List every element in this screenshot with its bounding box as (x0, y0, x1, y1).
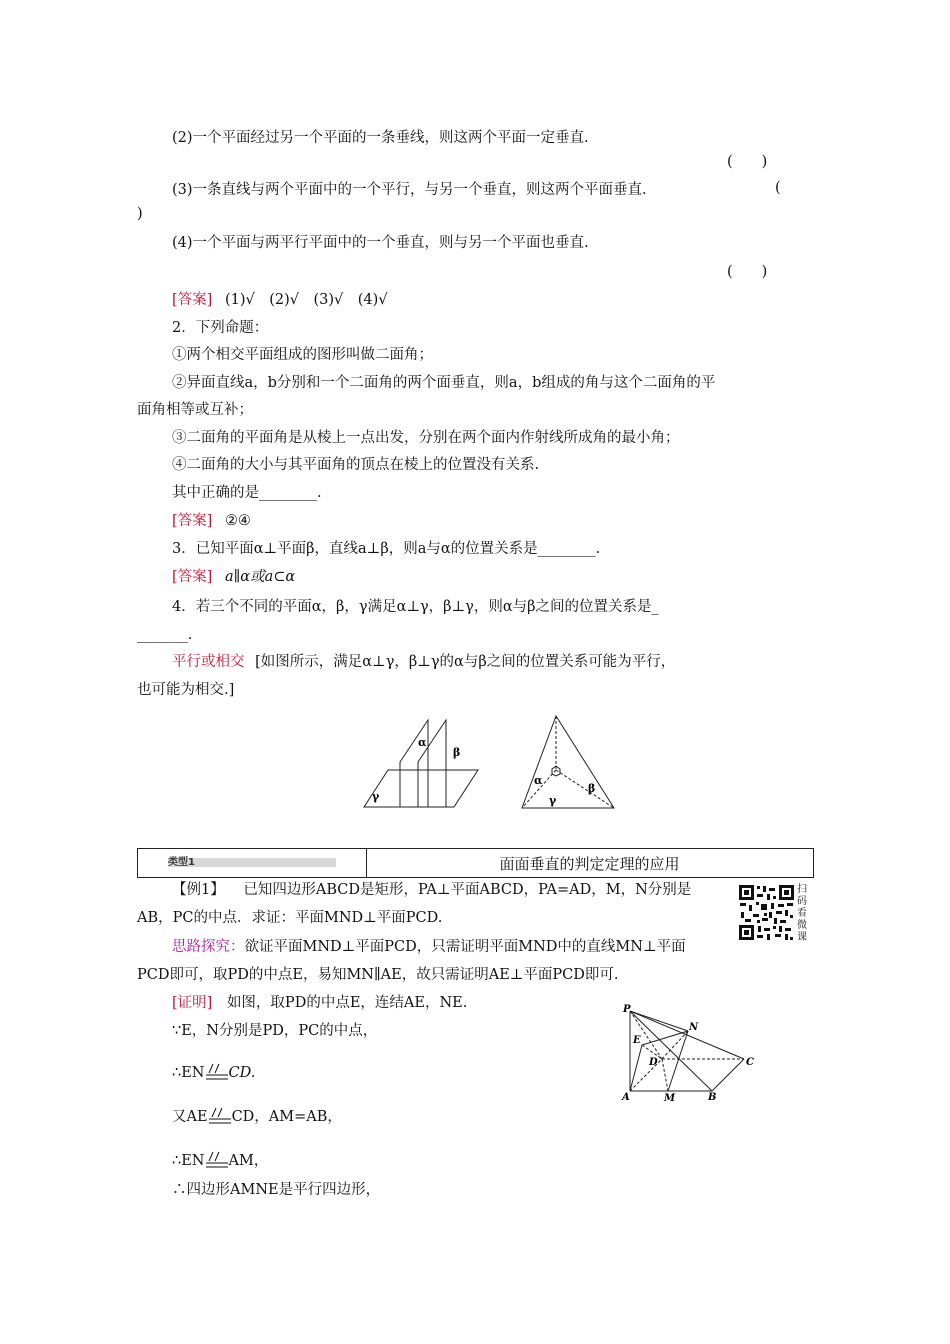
label-E: E (633, 1035, 641, 1046)
idea-text-2: PCD即可，取PD的中点E，易知MN∥AE，故只需证明AE⊥平面PCD即可. (137, 967, 619, 983)
proof-3a: ∴EN (172, 1065, 205, 1081)
example-text-2: AB，PC的中点．求证：平面MND⊥平面PCD. (137, 910, 443, 926)
proof-line-1 (172, 993, 467, 1013)
fig2-alpha: α (534, 774, 543, 787)
proof-3b: CD. (228, 1065, 256, 1081)
proof-4b: CD，AM=AB， (231, 1109, 342, 1125)
proof-tag: [证明] (172, 995, 213, 1011)
q2-answer: ②④ (224, 513, 251, 529)
proof-text-6: ∴四边形AMNE是平行四边形， (172, 1182, 381, 1198)
q1-item-3: (3)一条直线与两个平面中的一个平行，与另一个垂直，则这两个平面垂直. (172, 182, 647, 198)
q1-item-2-paren: ( ) (727, 154, 768, 170)
q2-ask: 其中正确的是________. (172, 485, 322, 501)
example-line-1 (172, 880, 691, 900)
answer-tag: [答案] (172, 569, 213, 585)
example-head: 【例1】 (172, 882, 225, 898)
proof-text-2: ∵E，N分别是PD，PC的中点， (172, 1023, 378, 1039)
section-banner (137, 848, 814, 878)
answer-tag: [答案] (172, 513, 213, 529)
q1-item-3-paren-open: ( (775, 180, 781, 196)
label-M: M (664, 1093, 676, 1103)
fig2-beta: β (588, 782, 596, 795)
q2-proposition-4: ④二面角的大小与其平面角的顶点在棱上的位置没有关系. (172, 457, 540, 473)
figure-intersecting-planes (518, 712, 618, 812)
q1-item-2: (2)一个平面经过另一个平面的一条垂线，则这两个平面一定垂直. (172, 130, 589, 146)
fig2-gamma: γ (549, 794, 557, 807)
proof-5a: ∴EN (172, 1153, 205, 1169)
qr-code[interactable] (738, 884, 795, 941)
label-A: A (622, 1092, 630, 1103)
q1-item-4-paren: ( ) (727, 264, 768, 280)
q2-proposition-2a: ②异面直线a，b分别和一个二面角的两个面垂直，则a，b组成的角与这个二面角的平 (172, 375, 716, 391)
q2-stem: 2．下列命题： (172, 320, 269, 336)
q3-stem: 3．已知平面α⊥平面β，直线a⊥β，则a与α的位置关系是________. (172, 541, 601, 557)
label-B: B (708, 1092, 717, 1103)
example-text-1: 已知四边形ABCD是矩形，PA⊥平面ABCD，PA=AD，M，N分别是 (243, 882, 692, 898)
q4-answer-cont: 也可能为相交.] (137, 682, 235, 698)
q4-stem-b: _______. (137, 627, 193, 643)
proof-4a: 又AE (172, 1109, 208, 1125)
label-D: D (649, 1057, 658, 1068)
q4-answer-line (172, 652, 675, 672)
q4-answer-highlight: 平行或相交 (172, 654, 245, 670)
section-title: 面面垂直的判定定理的应用 (499, 855, 680, 873)
fig1-gamma: γ (372, 790, 380, 803)
proof-line-4 (172, 1107, 342, 1127)
section-tag-cell (138, 849, 367, 877)
section-tag: 类型1 (168, 857, 195, 868)
label-C: C (746, 1057, 754, 1068)
proof-line-5 (172, 1151, 268, 1171)
q1-item-4: (4)一个平面与两平行平面中的一个垂直，则与另一个平面也垂直. (172, 235, 589, 251)
label-P: P (623, 1004, 631, 1015)
q1-answer-line (172, 290, 388, 310)
label-N: N (689, 1022, 699, 1033)
figure-pyramid (618, 1003, 758, 1103)
q3-answer-line (172, 567, 295, 587)
q2-proposition-1: ①两个相交平面组成的图形叫做二面角； (172, 347, 433, 363)
q2-proposition-2b: 面角相等或互补； (137, 402, 253, 418)
fig1-alpha: α (418, 736, 427, 749)
q3-answer: a∥α或a⊂α (224, 569, 296, 585)
fig1-beta: β (453, 746, 461, 759)
idea-text-1: 欲证平面MND⊥平面PCD，只需证明平面MND中的直线MN⊥平面 (244, 939, 686, 955)
proof-text-1: 如图，取PD的中点E，连结AE，NE. (226, 995, 468, 1011)
q2-answer-line (172, 511, 251, 531)
q2-proposition-3: ③二面角的平面角是从棱上一点出发，分别在两个面内作射线所成角的最小角； (172, 430, 680, 446)
idea-tag: 思路探究： (172, 939, 245, 955)
q1-answer: (1)√ (2)√ (3)√ (4)√ (224, 292, 388, 308)
q1-item-3-paren-close: ) (137, 206, 143, 222)
q4-answer-text: [如图所示，满足α⊥γ，β⊥γ的α与β之间的位置关系可能为平行， (255, 654, 676, 670)
answer-tag: [答案] (172, 292, 213, 308)
idea-line-1 (172, 937, 686, 957)
qr-caption: 扫码看微课 (797, 884, 807, 943)
figure-parallel-planes (360, 712, 480, 810)
proof-line-3 (172, 1063, 255, 1083)
q4-stem-a: 4．若三个不同的平面α，β，γ满足α⊥γ，β⊥γ，则α与β之间的位置关系是_ (172, 599, 659, 615)
proof-5b: AM， (228, 1153, 269, 1169)
